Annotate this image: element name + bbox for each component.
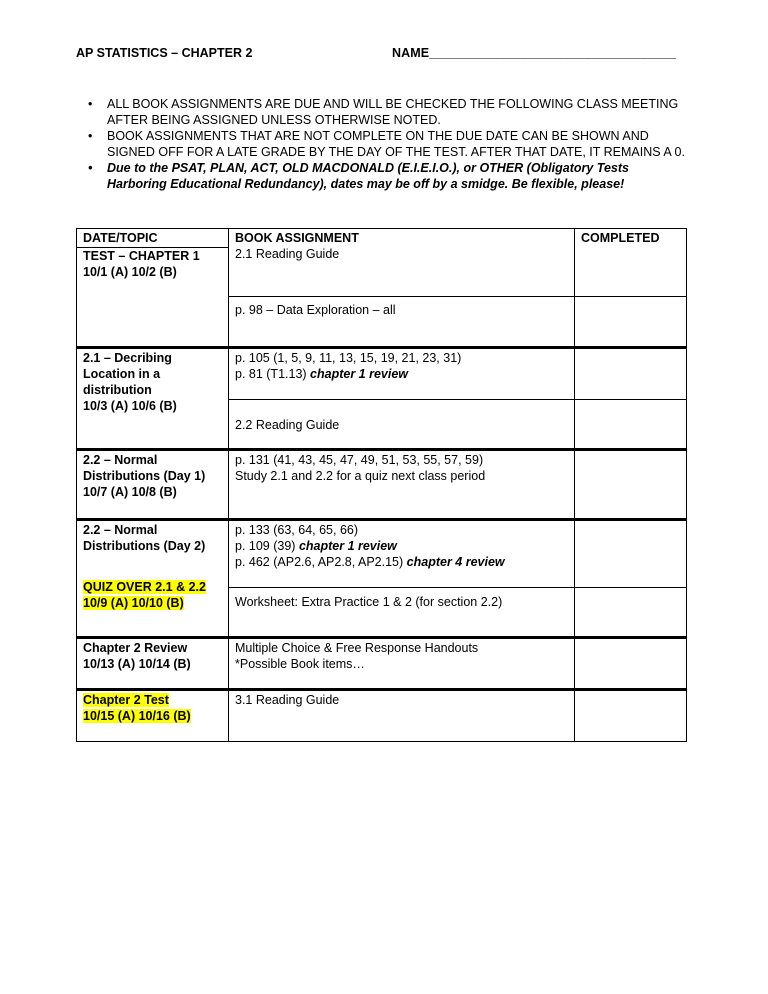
assignment-cell: p. 105 (1, 5, 9, 11, 13, 15, 19, 21, 23, 31) p. 81 (T1.13) chapter 1 review xyxy=(229,348,575,400)
date-cell: DATE/TOPIC TEST – CHAPTER 1 10/1 (A) 10/2 (B) xyxy=(77,229,229,348)
completed-cell[interactable] xyxy=(575,638,687,690)
column-header-assignment: BOOK ASSIGNMENT xyxy=(235,231,359,245)
course-title: AP STATISTICS – CHAPTER 2 xyxy=(76,46,253,60)
column-header-date: DATE/TOPIC xyxy=(83,231,158,245)
table-row xyxy=(77,450,687,520)
assignment-cell: Multiple Choice & Free Response Handouts *Possible Book items… xyxy=(229,638,575,690)
page-header xyxy=(76,46,692,64)
completed-cell[interactable] xyxy=(575,229,687,297)
date-cell: 2.1 – Decribing Location in a distribution 10/3 (A) 10/6 (B) xyxy=(77,348,229,450)
bullet-icon: • xyxy=(88,129,93,143)
completed-cell[interactable] xyxy=(575,400,687,450)
completed-cell[interactable] xyxy=(575,588,687,638)
table-row xyxy=(77,638,687,690)
date-cell xyxy=(77,690,229,742)
completed-cell[interactable] xyxy=(575,690,687,742)
assignment-cell: p. 98 – Data Exploration – all xyxy=(229,297,575,348)
assignment-cell: 3.1 Reading Guide xyxy=(229,690,575,742)
assignment-cell: BOOK ASSIGNMENT 2.1 Reading Guide xyxy=(229,229,575,297)
list-item: • ALL BOOK ASSIGNMENTS ARE DUE AND WILL BE CHECKED THE FOLLOWING CLASS MEETING AFTER BEING ASSIGNED UNLESS OTHERWISE NOTED. xyxy=(88,97,679,127)
date-cell: 2.2 – Normal Distributions (Day 1) 10/7 (A) 10/8 (B) xyxy=(77,450,229,520)
bullet-icon: • xyxy=(88,97,93,111)
list-item: • BOOK ASSIGNMENTS THAT ARE NOT COMPLETE ON THE DUE DATE CAN BE SHOWN AND SIGNED OFF FOR A LATE GRADE BY THE DAY OF THE TEST. AFTER THAT DATE, IT REMAINS A 0. xyxy=(88,129,685,159)
quiz-date-highlight: 10/9 (A) 10/10 (B) xyxy=(83,596,184,610)
assignment-cell: 2.2 Reading Guide xyxy=(229,400,575,450)
date-cell: Chapter 2 Review 10/13 (A) 10/14 (B) xyxy=(77,638,229,690)
assignment-cell: p. 131 (41, 43, 45, 47, 49, 51, 53, 55, 57, 59) Study 2.1 and 2.2 for a quiz next class period xyxy=(229,450,575,520)
test-date-highlight: 10/15 (A) 10/16 (B) xyxy=(83,709,191,723)
list-item: • Due to the PSAT, PLAN, ACT, OLD MACDONALD (E.I.E.I.O.), or OTHER (Obligatory Tests Harboring Educational Redundancy), dates may be off by a smidge. Be flexible, please! xyxy=(88,161,629,191)
table-row xyxy=(77,229,687,297)
assignment-cell: Worksheet: Extra Practice 1 & 2 (for section 2.2) xyxy=(229,588,575,638)
completed-cell[interactable] xyxy=(575,348,687,400)
completed-cell[interactable] xyxy=(575,520,687,588)
table-row xyxy=(77,690,687,742)
assignment-schedule-table xyxy=(76,228,687,742)
table-row xyxy=(77,520,687,588)
policy-notes xyxy=(88,96,688,192)
quiz-highlight: QUIZ OVER 2.1 & 2.2 xyxy=(83,580,206,594)
completed-cell[interactable] xyxy=(575,297,687,348)
name-field-label: NAME___________________________________ xyxy=(392,46,677,60)
date-cell: 2.2 – Normal Distributions (Day 2) QUIZ OVER 2.1 & 2.2 10/9 (A) 10/10 (B) xyxy=(77,520,229,638)
assignment-cell: p. 133 (63, 64, 65, 66) p. 109 (39) chapter 1 review p. 462 (AP2.6, AP2.8, AP2.15) chapter 4 review xyxy=(229,520,575,588)
table-row xyxy=(77,348,687,400)
test-highlight: Chapter 2 Test xyxy=(83,693,169,707)
bullet-icon: • xyxy=(88,161,93,175)
column-header-completed: COMPLETED xyxy=(581,231,660,245)
completed-cell[interactable] xyxy=(575,450,687,520)
